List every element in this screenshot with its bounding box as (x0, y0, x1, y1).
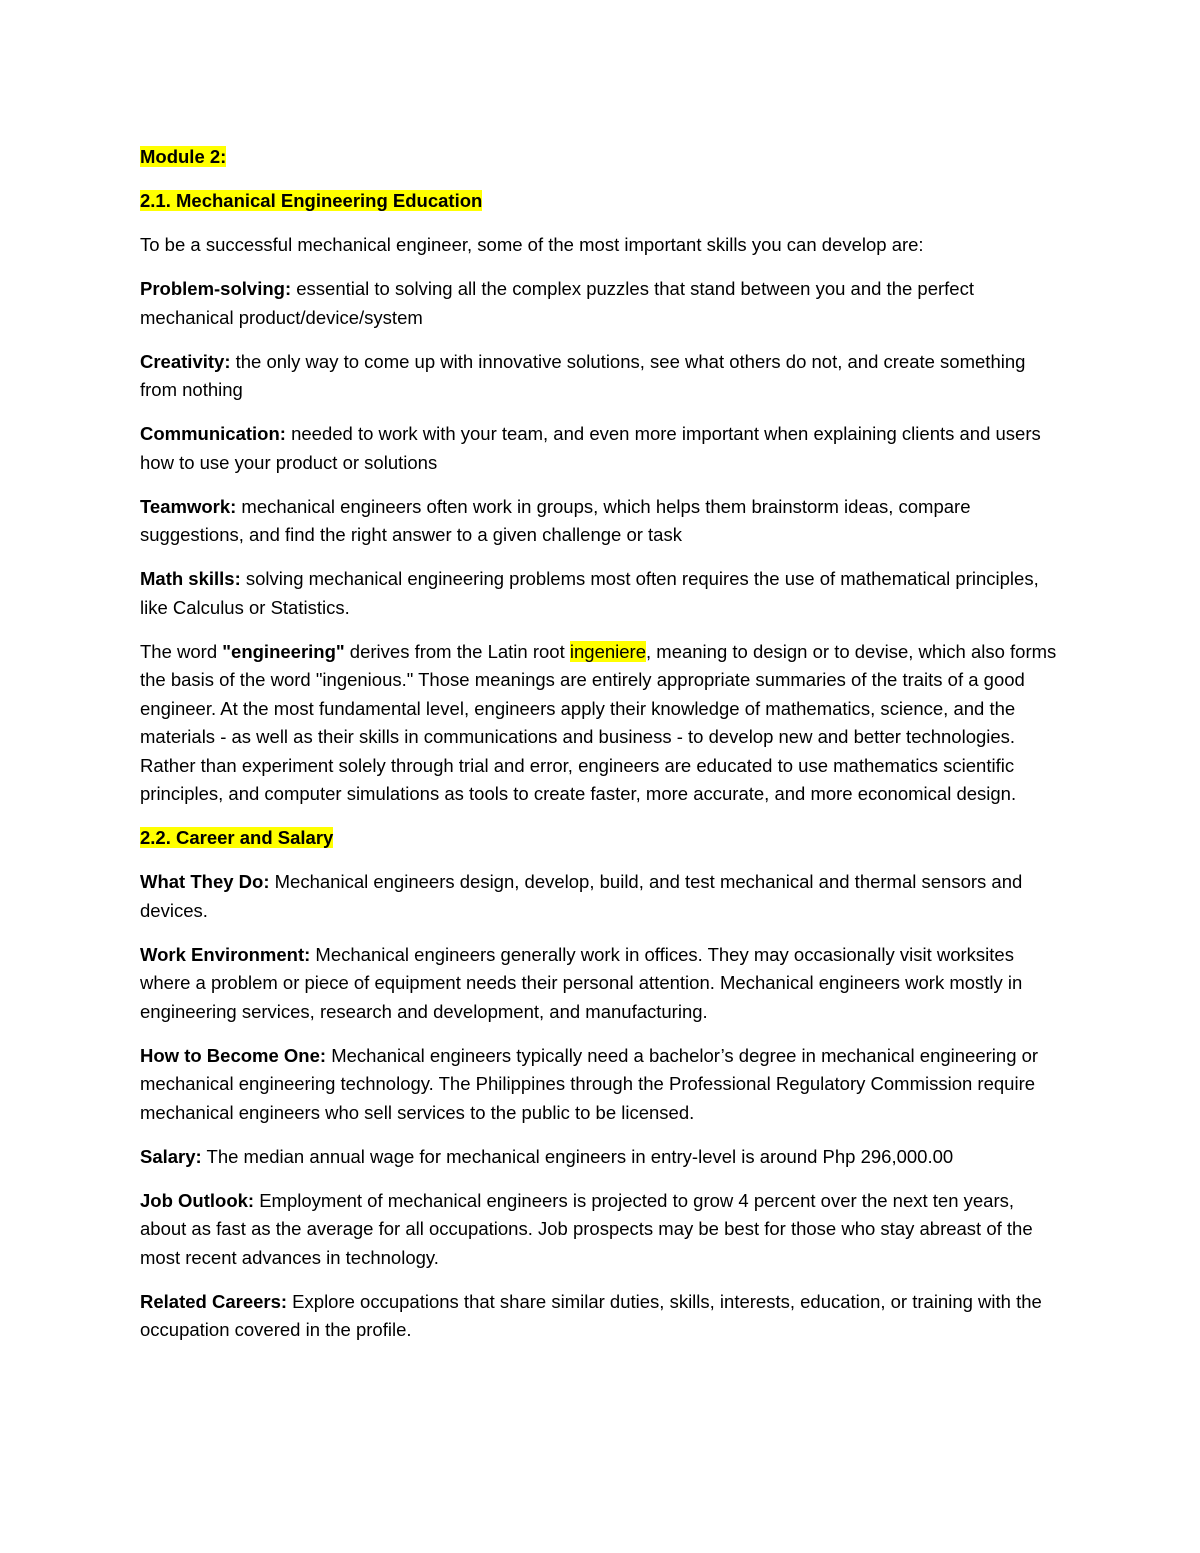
skill-problem-solving (140, 275, 1065, 332)
career-job-outlook (140, 1187, 1065, 1273)
skill-text: needed to work with your team, and even more important when explaining clients and users how to use your product or solutions (140, 423, 1041, 473)
skill-term: Math skills: (140, 568, 241, 589)
etymology-root: ingeniere (569, 640, 646, 662)
section-2-heading (140, 824, 1065, 853)
etymology-pre: The word (140, 640, 223, 662)
career-text: The median annual wage for mechanical engineers in entry-level is around Php 296,000.00 (201, 1145, 954, 1167)
skill-text: mechanical engineers often work in groups, which helps them brainstorm ideas, compare suggestions, and find the right answer to a given challenge or task (140, 495, 971, 545)
skill-text: solving mechanical engineering problems most often requires the use of mathematical principles, like Calculus or Statistics. (140, 568, 1039, 618)
section-2-heading-text: 2.2. Career and Salary (140, 827, 334, 848)
skill-text: essential to solving all the complex puzzles that stand between you and the perfect mechanical product/device/system (140, 278, 974, 328)
etymology-word: "engineering" (222, 640, 345, 662)
career-term: Salary: (140, 1145, 202, 1167)
skill-creativity (140, 348, 1065, 405)
career-text: Mechanical engineers generally work in offices. They may occasionally visit worksites where a problem or piece of equipment needs their personal attention. Mechanical engineers work mostly in engineering services, research and development, and manufacturing. (140, 943, 1023, 1022)
career-text: Explore occupations that share similar duties, skills, interests, education, or training with the occupation covered in the profile. (140, 1290, 1042, 1340)
career-related-careers (140, 1288, 1065, 1345)
career-what-they-do (140, 868, 1065, 925)
career-text: Mechanical engineers design, develop, build, and test mechanical and thermal sensors and devices. (140, 871, 1023, 921)
career-text: Mechanical engineers typically need a bachelor’s degree in mechanical engineering or mechanical engineering technology. The Philippines through the Professional Regulatory Commission require mechanical engineers who sell services to the public to be licensed. (140, 1044, 1039, 1123)
career-term: What They Do: (140, 871, 270, 892)
section-1-heading (140, 187, 1065, 216)
career-salary (140, 1143, 1065, 1172)
etymology-mid: derives from the Latin root (344, 640, 570, 662)
career-term: Job Outlook: (140, 1189, 255, 1211)
etymology-post: , meaning to design or to devise, which also forms the basis of the word "ingenious." Those meanings are entirely appropriate summaries of the traits of a good engineer. At the most fundamental level, engineers apply their knowledge of mathematics, science, and the materials - as well as their skills in communications and business - to develop new and better technologies. Rather than experiment solely through trial and error, engineers are educated to use mathematics scientific principles, and computer simulations as tools to create faster, more accurate, and more economical design. (140, 640, 1057, 804)
etymology-paragraph (140, 638, 1065, 809)
skill-term: Creativity: (140, 350, 231, 372)
skill-term: Problem-solving: (140, 278, 292, 299)
module-title-text: Module 2: (140, 146, 227, 167)
document-page (140, 143, 1065, 1360)
skill-teamwork (140, 493, 1065, 550)
career-text: Employment of mechanical engineers is projected to grow 4 percent over the next ten years, about as fast as the average for all occupations. Job prospects may be best for those who stay abreast of the most recent advances in technology. (140, 1189, 1033, 1268)
career-term: How to Become One: (140, 1044, 327, 1066)
module-title (140, 143, 1065, 172)
skill-text: the only way to come up with innovative solutions, see what others do not, and create something from nothing (140, 350, 1026, 400)
skill-term: Teamwork: (140, 495, 237, 517)
skill-term: Communication: (140, 423, 286, 444)
career-term: Work Environment: (140, 943, 311, 965)
career-term: Related Careers: (140, 1290, 288, 1312)
section-1-heading-text: 2.1. Mechanical Engineering Education (140, 190, 483, 211)
skill-communication (140, 420, 1065, 477)
skill-math (140, 565, 1065, 622)
career-work-environment (140, 941, 1065, 1027)
section-1-intro: To be a successful mechanical engineer, some of the most important skills you can develop are: (140, 234, 924, 255)
career-how-to-become-one (140, 1042, 1065, 1128)
